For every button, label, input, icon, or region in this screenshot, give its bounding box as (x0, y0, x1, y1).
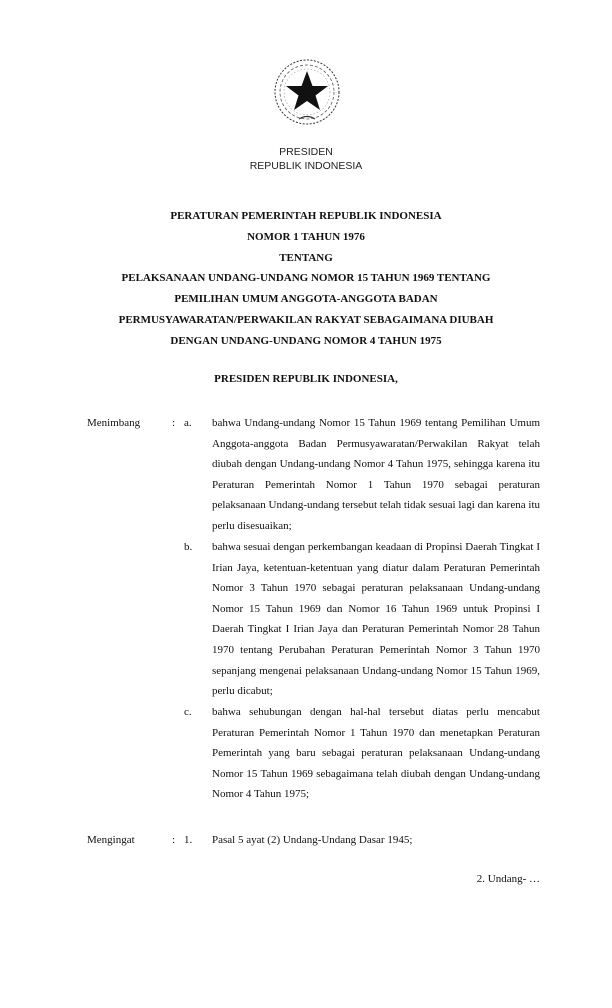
header-republik-indonesia: REPUBLIK INDONESIA (249, 160, 363, 172)
item-marker-a: a. (184, 417, 192, 429)
presidential-emblem-icon (272, 57, 342, 127)
document-title (0, 206, 612, 352)
header-presiden: PRESIDEN (279, 146, 333, 158)
menimbang-label: Menimbang (87, 417, 141, 429)
mengingat-colon: : (172, 834, 176, 846)
page-continuation: 2. Undang- … (476, 873, 540, 885)
mengingat-item-1: Pasal 5 ayat (2) Undang-Undang Dasar 1945; (212, 834, 413, 846)
title-line: PELAKSANAAN UNDANG-UNDANG NOMOR 15 TAHUN 1969 TENTANG (121, 272, 491, 285)
title-line: PERMUSYAWARATAN/PERWAKILAN RAKYAT SEBAGAIMANA DIUBAH (118, 313, 494, 326)
mengingat-label: Mengingat (87, 834, 135, 846)
menimbang-item-c: bahwa sehubungan dengan hal-hal tersebut diatas perlu mencabut Peraturan Pemerintah Nomor 1 Tahun 1970 dan menetapkan Peraturan Pemerintah yang baru sebagai peraturan pelaksanaan Undang-undang Nomor 15 Tahun 1969 sebagaimana telah diubah dengan Undang-undang Nomor 4 Tahun 1975; (212, 706, 540, 801)
title-line: TENTANG (279, 251, 333, 264)
preamble: PRESIDEN REPUBLIK INDONESIA, (214, 373, 398, 385)
menimbang-colon: : (172, 417, 176, 429)
item-marker-b: b. (184, 541, 193, 553)
item-marker-1: 1. (184, 834, 193, 846)
title-line: NOMOR 1 TAHUN 1976 (247, 230, 365, 243)
item-marker-c: c. (184, 706, 192, 718)
menimbang-item-a: bahwa Undang-undang Nomor 15 Tahun 1969 tentang Pemilihan Umum Anggota-anggota Badan Permusyawaratan/Perwakilan Rakyat telah diubah dengan Undang-undang Nomor 4 Tahun 1975, sehingga karena itu Peraturan Pemerintah Nomor 1 Tahun 1970 sebagai peraturan pelaksanaan Undang-undang tersebut telah tidak sesuai lagi dan karena itu perlu disesuaikan; (212, 417, 540, 532)
menimbang-item-b: bahwa sesuai dengan perkembangan keadaan di Propinsi Daerah Tingkat I Irian Jaya, ketentuan-ketentuan yang diatur dalam Peraturan Pemerintah Nomor 3 Tahun 1970 sebagai peraturan pelaksanaan Undang-undang Nomor 15 Tahun 1969 dan Nomor 16 Tahun 1969 untuk Propinsi I Daerah Tingkat I Irian Jaya dan Peraturan Pemerintah Nomor 28 Tahun 1970 tentang Perubahan Peraturan Pemerintah Nomor 3 Tahun 1970 sepanjang mengenai pelaksanaan Undang-undang Nomor 15 Tahun 1969, perlu dicabut; (212, 541, 540, 698)
title-line: PERATURAN PEMERINTAH REPUBLIK INDONESIA (170, 210, 442, 222)
title-line: DENGAN UNDANG-UNDANG NOMOR 4 TAHUN 1975 (170, 334, 442, 347)
title-line: PEMILIHAN UMUM ANGGOTA-ANGGOTA BADAN (174, 293, 438, 306)
